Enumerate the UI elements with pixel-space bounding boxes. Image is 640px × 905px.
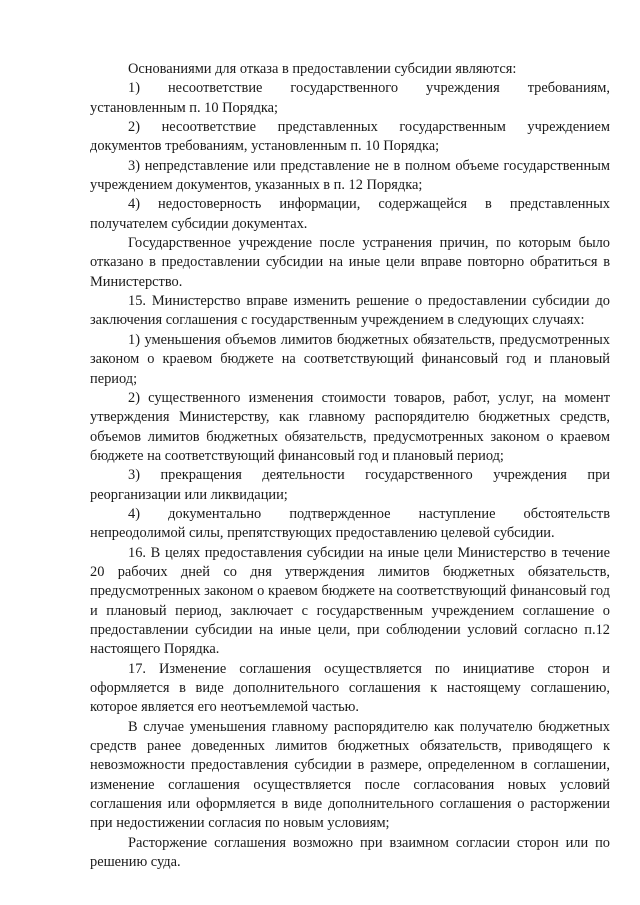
paragraph-section-16: 16. В целях предоставления субсидии на иные цели Министерство в течение 20 рабочих дней со дня утверждения лимитов бюджетных обязательств, предусмотренных законом о краевом бюджете на соответствующий финансовый год и плановый период, заключает с государственным учреждением соглашение о предоставлении субсидии на иные цели, при соблюдении условий согласно п.12 настоящего Порядка. <box>90 544 610 658</box>
paragraph-limits-reduction: В случае уменьшения главному распорядителю как получателю бюджетных средств ранее доведенных лимитов бюджетных обязательств, приводящего к невозможности предоставления субсидии в размере, определенном в соглашении, изменение соглашения осуществляется после согласования новых условий соглашения или оформляется в виде дополнительного соглашения о расторжении при недостижении согласия по новым условиям; <box>90 718 610 832</box>
paragraph-section-17: 17. Изменение соглашения осуществляется по инициативе сторон и оформляется в виде дополнительного соглашения к настоящему соглашению, которое является его неотъемлемой частью. <box>90 660 610 716</box>
paragraph-refusal-ground-4: 4) недостоверность информации, содержащейся в представленных получателем субсидии документах. <box>90 196 610 232</box>
paragraph-section-15: 15. Министерство вправе изменить решение о предоставлении субсидии до заключения соглашения с государственным учреждением в следующих случаях: <box>90 293 610 329</box>
paragraph-termination: Расторжение соглашения возможно при взаимном согласии сторон или по решению суда. <box>90 834 610 871</box>
paragraph-refusal-grounds-intro: Основаниями для отказа в предоставлении субсидии являются: <box>128 61 517 77</box>
paragraph-reapplication: Государственное учреждение после устранения причин, по которым было отказано в предоставлении субсидии на иные цели вправе повторно обратиться в Министерство. <box>90 235 610 290</box>
paragraph-section-15-case-4: 4) документально подтвержденное наступление обстоятельств непреодолимой силы, препятствующих предоставлению целевой субсидии. <box>90 505 610 542</box>
paragraph-refusal-ground-3: 3) непредставление или представление не в полном объеме государственным учреждением документов, указанных в п. 12 Порядка; <box>90 157 610 194</box>
paragraph-refusal-ground-1: 1) несоответствие государственного учреждения требованиям, установленным п. 10 Порядка; <box>90 80 610 116</box>
paragraph-section-15-case-1: 1) уменьшения объемов лимитов бюджетных обязательств, предусмотренных законом о краевом бюджете на соответствующий финансовый год и плановый период; <box>90 331 610 387</box>
paragraph-refusal-ground-2: 2) несоответствие представленных государственным учреждением документов требованиям, установленным п. 10 Порядка; <box>90 119 610 155</box>
document-body <box>90 60 610 872</box>
paragraph-section-15-case-2: 2) существенного изменения стоимости товаров, работ, услуг, на момент утверждения Министерству, как главному распорядителю бюджетных средств, объемов лимитов бюджетных обязательств, предусмотренных законом о краевом бюджете на соответствующий финансовый год и плановый период; <box>90 389 610 464</box>
paragraph-section-15-case-3: 3) прекращения деятельности государственного учреждения при реорганизации или ликвидации; <box>90 467 610 503</box>
